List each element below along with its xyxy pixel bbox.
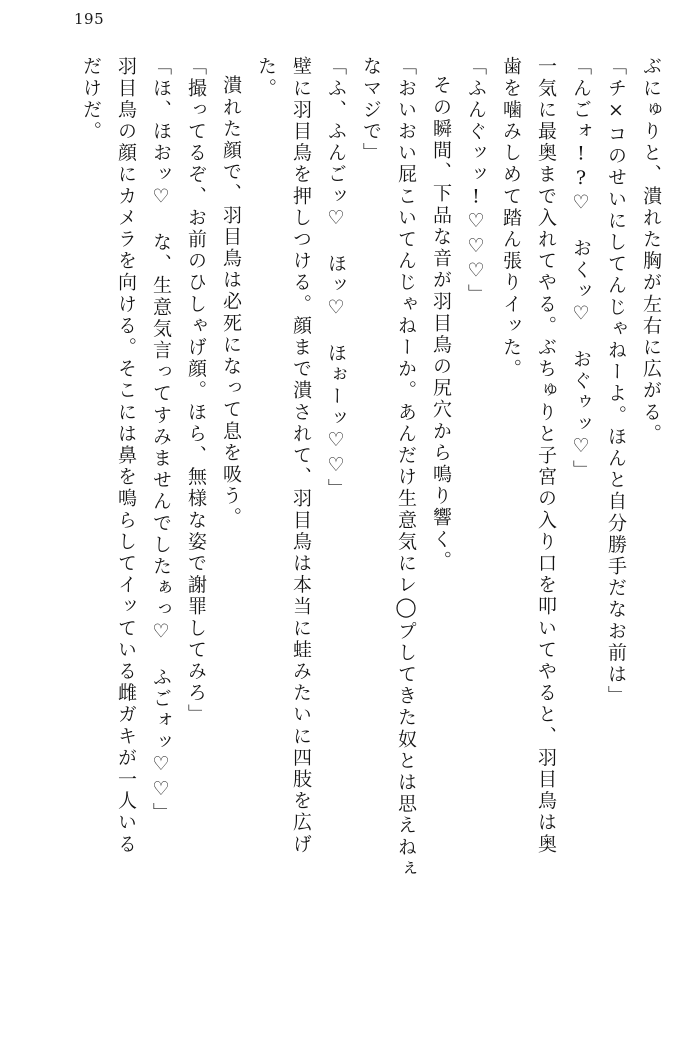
text-line: 「チ×コのせいにしてんじゃねーよ。ほんと自分勝手だなお前は」 bbox=[605, 56, 627, 707]
text-line: た。 bbox=[255, 56, 277, 100]
text-line: なマジで」 bbox=[360, 56, 382, 164]
text-line: 歯を噛みしめて踏ん張りイッた。 bbox=[500, 56, 522, 380]
text-line: 「おいおい屁こいてんじゃねーか。あんだけ生意気にレ◯プしてきた奴とは思えねぇ bbox=[395, 56, 417, 880]
vertical-text-body bbox=[48, 56, 660, 1020]
text-line: 「んごォ!?♡ おくッ♡ おぐゥッ♡」 bbox=[570, 56, 592, 482]
text-line: 「撮ってるぞ、お前のひしゃげ顔。ほら、無様な姿で謝罪してみろ」 bbox=[185, 56, 207, 726]
text-line: 一気に最奥まで入れてやる。ぶちゅりと子宮の入り口を叩いてやると、羽目鳥は奥 bbox=[535, 56, 557, 856]
text-line: その瞬間、下品な音が羽目鳥の尻穴から鳴り響く。 bbox=[430, 75, 452, 572]
page-number: 195 bbox=[74, 10, 105, 28]
text-line: 羽目鳥の顔にカメラを向ける。そこには鼻を鳴らしてイッている雌ガキが一人いる bbox=[115, 56, 137, 856]
text-line: 壁に羽目鳥を押しつける。顔まで潰されて、羽目鳥は本当に蛙みたいに四肢を広げ bbox=[290, 56, 312, 856]
text-line: だけだ。 bbox=[80, 56, 102, 143]
text-line: 「ふ、ふんごッ♡ ほッ♡ ほぉーッ♡♡」 bbox=[325, 56, 347, 500]
text-line: ぶにゅりと、潰れた胸が左右に広がる。 bbox=[640, 56, 662, 445]
text-line: 「ほ、ほおッ♡ な、生意気言ってすみませんでしたぁっ♡ ふごォッ♡♡」 bbox=[150, 56, 172, 824]
text-line: 「ふんぐッッ!♡♡♡」 bbox=[465, 56, 487, 306]
text-line: 潰れた顔で、羽目鳥は必死になって息を吸う。 bbox=[220, 75, 242, 529]
